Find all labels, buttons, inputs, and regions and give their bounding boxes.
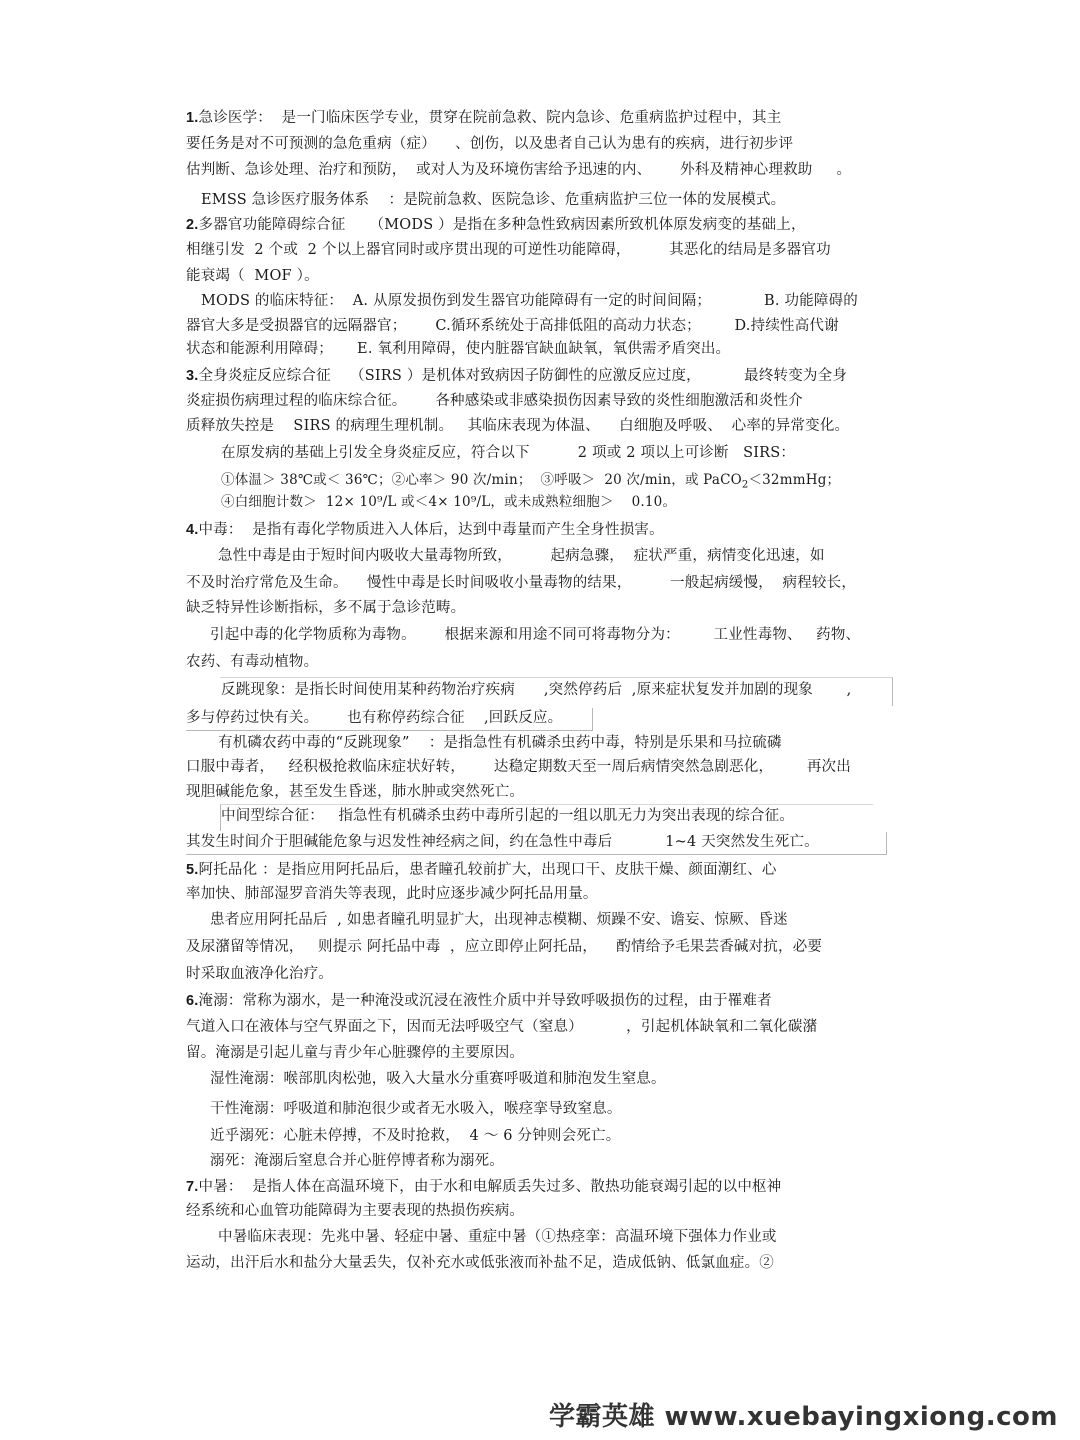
s6-number: 6. bbox=[186, 993, 199, 1009]
s4-line-7: 反跳现象：是指长时间使用某种药物治疗疾病 ,突然停药后 ,原来症状复发并加剧的现象 , bbox=[221, 682, 852, 698]
s4-line-12: 中间型综合征： 指急性有机磷杀虫药中毒所引起的一组以肌无力为突出表现的综合征。 bbox=[221, 808, 795, 824]
s6-line-6: 近乎溺死：心脏未停搏，不及时抢救， 4 ～ 6 分钟则会死亡。 bbox=[210, 1128, 621, 1144]
site-watermark: 学霸英雄 www.xuebayingxiong.com bbox=[549, 1402, 1058, 1432]
s2-line-6: 状态和能源利用障碍； E. 氧利用障碍，使内脏器官缺血缺氧，氧供需矛盾突出。 bbox=[186, 341, 731, 357]
s7-number: 7. bbox=[186, 1179, 199, 1195]
s6-line-7: 溺死：淹溺后窒息合并心脏停博者称为溺死。 bbox=[210, 1153, 504, 1169]
s7-line-1: 7.中暑： 是指人体在高温环境下，由于水和电解质丢失过多、散热功能衰竭引起的以中枢神 bbox=[186, 1179, 782, 1195]
s4-line-11: 现胆碱能危象，甚至发生昏迷，肺水肿或突然死亡。 bbox=[186, 784, 525, 800]
s5-number: 5. bbox=[186, 862, 199, 878]
s3-line-5: ①体温＞ 38℃或＜ 36℃；②心率＞ 90 次/min； ③呼吸＞ 20 次/min，或 PaCO$_2$＜32mmHg； bbox=[221, 472, 841, 491]
s2-line-4: MODS 的临床特征： A. 从原发损伤到发生器官功能障碍有一定的时间间隔； B. 功能障碍的 bbox=[201, 293, 858, 309]
s7-line-2: 经系统和心血管功能障碍为主要表现的热损伤疾病。 bbox=[186, 1203, 525, 1219]
s6-line-3: 留。淹溺是引起儿童与青少年心脏骤停的主要原因。 bbox=[186, 1045, 525, 1061]
s3-line-4: 在原发病的基础上引发全身炎症反应，符合以下 2 项或 2 项以上可诊断 SIRS： bbox=[221, 445, 796, 461]
s3-line-2: 炎症损伤病理过程的临床综合征。 各种感染或非感染损伤因素导致的炎性细胞激活和炎性介 bbox=[186, 393, 803, 409]
s1-line-2: 要任务是对不可预测的急危重病（症） 、创伤，以及患者自己认为患有的疾病，进行初步评 bbox=[186, 136, 794, 152]
s1-line-4: EMSS 急诊医疗服务体系 ：是院前急救、医院急诊、危重病监护三位一体的发展模式。 bbox=[201, 192, 786, 208]
s4-line-5: 引起中毒的化学物质称为毒物。 根据来源和用途不同可将毒物分为： 工业性毒物、 药物、 bbox=[210, 627, 861, 643]
s3-line-6: ④白细胞计数＞ 12× 10⁹/L 或＜4× 10⁹/L，或未成熟粒细胞＞ 0.10。 bbox=[221, 494, 677, 510]
s6-line-4: 湿性淹溺：喉部肌肉松弛，吸入大量水分重赛呼吸道和肺泡发生窒息。 bbox=[210, 1071, 666, 1087]
s4-line-1: 4.中毒： 是指有毒化学物质进入人体后，达到中毒量而产生全身性损害。 bbox=[186, 522, 664, 538]
s5-line-3: 患者应用阿托品后 , 如患者瞳孔明显扩大，出现神志模糊、烦躁不安、谵妄、惊厥、昏迷 bbox=[210, 912, 788, 928]
s5-line-2: 率加快、肺部湿罗音消失等表现，此时应逐步减少阿托品用量。 bbox=[186, 886, 598, 902]
s4-line-9: 有机磷农药中毒的“反跳现象” ：是指急性有机磷杀虫药中毒，特别是乐果和马拉硫磷 bbox=[218, 735, 782, 751]
s2-line-1: 2.多器官功能障碍综合征 （MODS ）是指在多种急性致病因素所致机体原发病变的基础上， bbox=[186, 217, 806, 233]
s3-number: 3. bbox=[186, 368, 199, 384]
s3-line-3: 质释放失控是 SIRS 的病理生理机制。 其临床表现为体温、 白细胞及呼吸、 心率的异常变化。 bbox=[186, 418, 850, 434]
s4-line-6: 农药、有毒动植物。 bbox=[186, 654, 319, 670]
s7-line-4: 运动，出汗后水和盐分大量丢失，仅补充水或低张液而补盐不足，造成低钠、低氯血症。② bbox=[186, 1255, 774, 1271]
s6-line-2: 气道入口在液体与空气界面之下，因而无法呼吸空气（窒息） ，引起机体缺氧和二氧化碳潴 bbox=[186, 1019, 818, 1035]
s1-line-3: 估判断、急诊处理、治疗和预防， 或对人为及环境伤害给予迅速的内、 外科及精神心理救助 。 bbox=[186, 162, 852, 178]
s4-line-13: 其发生时间介于胆碱能危象与迟发性神经病之间，约在急性中毒后 1~4 天突然发生死亡。 bbox=[186, 834, 819, 850]
s4-line-8: 多与停药过快有关。 也有称停药综合征 ,回跃反应。 bbox=[186, 710, 563, 726]
s4-line-2: 急性中毒是由于短时间内吸收大量毒物所致， 起病急骤， 症状严重，病情变化迅速，如 bbox=[218, 548, 825, 564]
s7-line-3: 中暑临床表现：先兆中暑、轻症中暑、重症中暑（①热痉挛：高温环境下强体力作业或 bbox=[218, 1229, 777, 1245]
s6-line-5: 干性淹溺：呼吸道和肺泡很少或者无水吸入，喉痉挛导致窒息。 bbox=[210, 1101, 622, 1117]
s4-line-10: 口服中毒者， 经积极抢救临床症状好转， 达稳定期数天至一周后病情突然急剧恶化， 再次出 bbox=[186, 759, 851, 775]
s2-line-5: 器官大多是受损器官的远隔器官； C.循环系统处于高排低阻的高动力状态； D.持续性高代谢 bbox=[186, 318, 839, 334]
s2-line-2: 相继引发 2 个或 2 个以上器官同时或序贯出现的可逆性功能障碍， 其恶化的结局是多器官功 bbox=[186, 242, 831, 258]
s1-number: 1. bbox=[186, 110, 199, 126]
s4-number: 4. bbox=[186, 522, 199, 538]
s4-line-3: 不及时治疗常危及生命。 慢性中毒是长时间吸收小量毒物的结果， 一般起病缓慢， 病程较长， bbox=[186, 575, 857, 591]
s6-line-1: 6.淹溺：常称为溺水，是一种淹没或沉浸在液性介质中并导致呼吸损伤的过程，由于罹难者 bbox=[186, 993, 772, 1009]
s5-line-4: 及尿潴留等情况， 则提示 阿托品中毒 ，应立即停止阿托品， 酌情给予毛果芸香碱对抗，必要 bbox=[186, 939, 823, 955]
s5-line-5: 时采取血液净化治疗。 bbox=[186, 966, 333, 982]
s2-line-3: 能衰竭（ MOF ）。 bbox=[186, 268, 319, 284]
s5-line-1: 5.阿托品化 ：是指应用阿托品后，患者瞳孔较前扩大，出现口干、皮肤干燥、颜面潮红、心 bbox=[186, 862, 777, 878]
s3-line-1: 3.全身炎症反应综合征 （SIRS ）是机体对致病因子防御性的应激反应过度， 最终转变为全身 bbox=[186, 368, 848, 384]
s1-line-1: 1.急诊医学： 是一门临床医学专业，贯穿在院前急救、院内急诊、危重病监护过程中，其主 bbox=[186, 110, 782, 126]
s2-number: 2. bbox=[186, 217, 199, 233]
s4-line-4: 缺乏特异性诊断指标，多不属于急诊范畴。 bbox=[186, 600, 466, 616]
